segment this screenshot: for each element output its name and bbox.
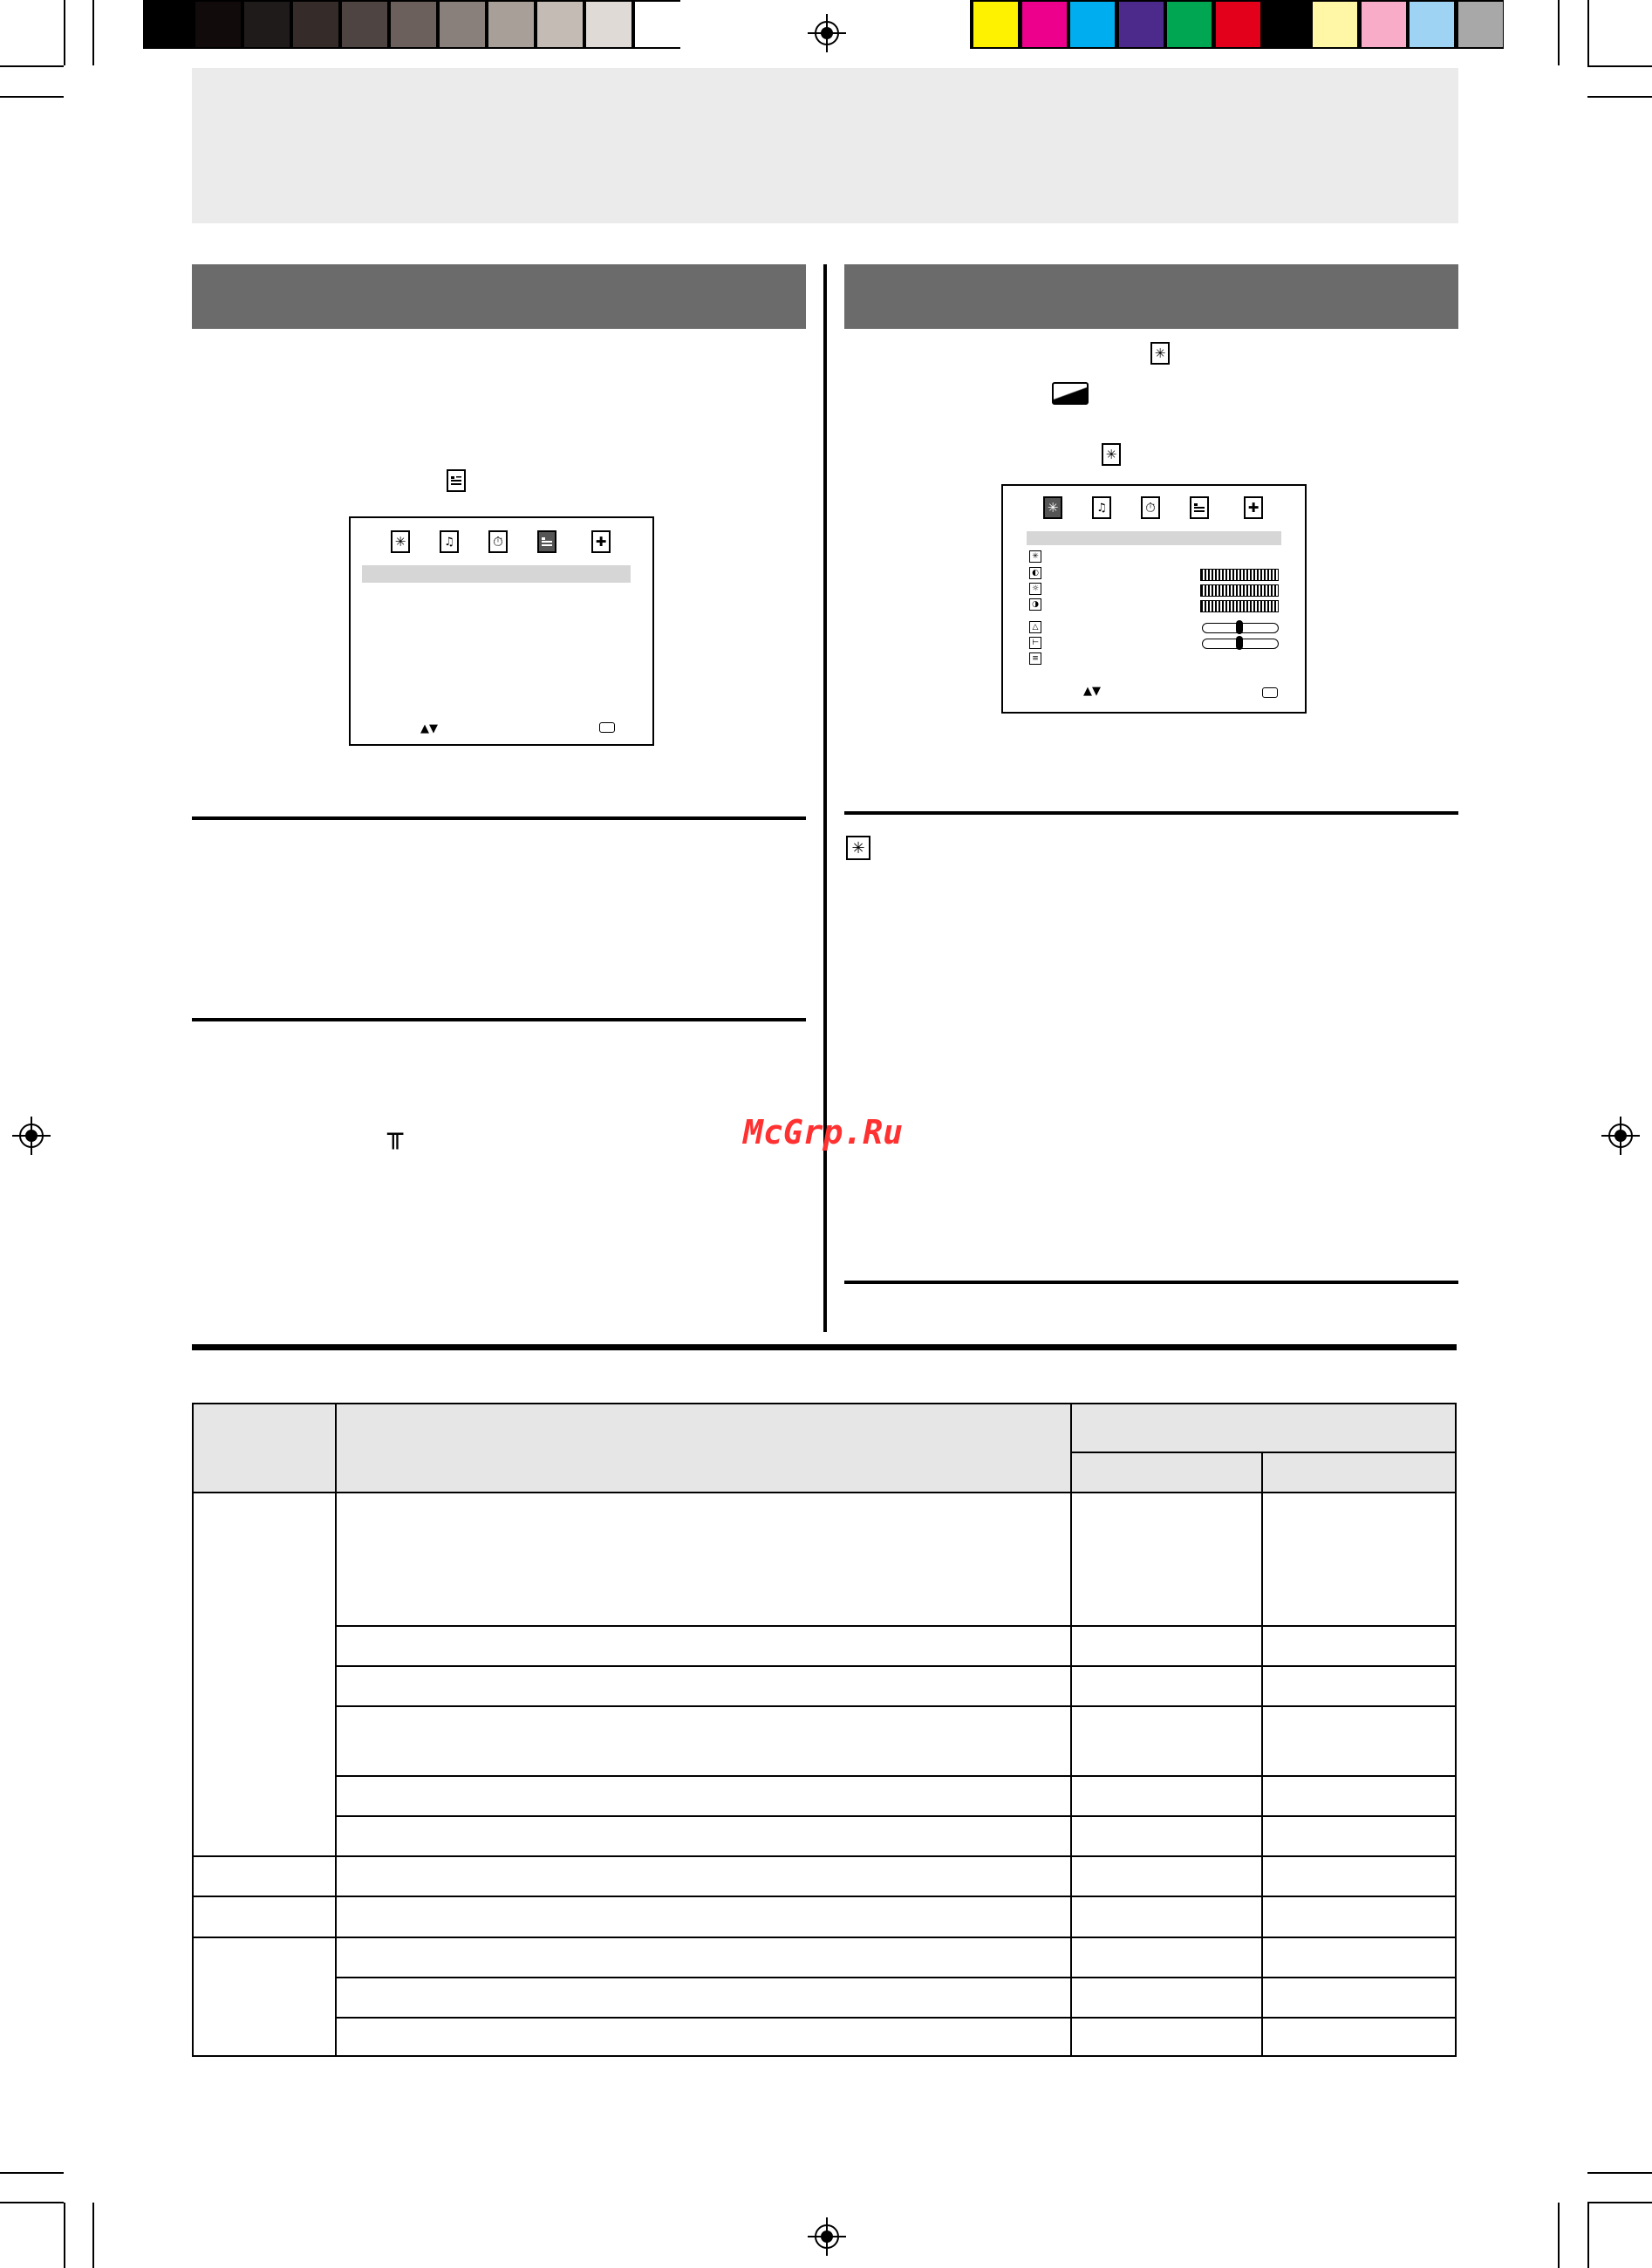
table-group-cell — [193, 1856, 336, 1896]
table-cell — [1262, 1978, 1456, 2018]
table-header-cell — [336, 1404, 1071, 1493]
mode-icon-inline: ✳ — [846, 836, 870, 860]
table-cell — [1071, 1816, 1263, 1856]
contrast-level-bar — [1200, 569, 1279, 581]
color-swatch — [1313, 2, 1357, 47]
setup-icon-inline — [447, 469, 466, 492]
table-cell — [336, 1896, 1071, 1937]
sharpness-icon: △ — [1029, 621, 1041, 633]
left-section-heading-bar — [192, 264, 806, 329]
gray-swatch — [293, 2, 338, 47]
gray-swatch — [488, 2, 534, 47]
table-cell — [336, 1706, 1071, 1776]
exit-button-icon — [1262, 687, 1278, 698]
left-section-rule — [192, 1018, 806, 1021]
color-swatch — [1022, 2, 1067, 47]
registration-mark — [1601, 1117, 1640, 1155]
color-swatch — [1216, 2, 1260, 47]
crop-mark — [1587, 2172, 1652, 2174]
menu-highlight-row[interactable] — [1027, 531, 1281, 545]
sharpness-slider — [1202, 623, 1279, 633]
registration-mark — [12, 1117, 51, 1155]
gray-swatch — [195, 2, 241, 47]
sound-icon[interactable]: ♫ — [440, 530, 459, 553]
page-header-band — [192, 68, 1458, 223]
table-subheader-cell — [1071, 1452, 1263, 1493]
table-cell — [1262, 1856, 1456, 1896]
contrast-button-icon — [1052, 382, 1089, 405]
table-top-rule — [192, 1344, 1457, 1350]
table-header-cell — [193, 1404, 336, 1493]
picture-menu-screen — [1001, 484, 1307, 714]
table-cell — [1262, 2018, 1456, 2056]
contrast-icon: ◐ — [1029, 567, 1041, 579]
watermark: McGrp.Ru — [743, 1113, 904, 1151]
table-cell — [1262, 1776, 1456, 1816]
color-swatch — [1119, 2, 1164, 47]
timer-icon[interactable]: ⏱ — [1141, 496, 1160, 519]
color-icon: ◑ — [1029, 598, 1041, 611]
table-cell — [1262, 1493, 1456, 1625]
up-down-arrows: ▲▼ — [1083, 685, 1101, 698]
feature-icon[interactable]: ✚ — [591, 530, 611, 553]
reset-icon: ≡ — [1029, 652, 1041, 665]
table-cell — [336, 1626, 1071, 1666]
table-cell — [1262, 1626, 1456, 1666]
crop-mark — [92, 2203, 94, 2268]
gray-swatch — [147, 2, 192, 47]
table-cell — [1071, 1978, 1263, 2018]
color-level-bar — [1200, 600, 1279, 612]
tint-slider — [1202, 639, 1279, 649]
table-cell — [336, 2018, 1071, 2056]
setup-menu-screen — [349, 516, 654, 746]
registration-mark — [808, 14, 846, 52]
right-section-rule — [844, 811, 1458, 815]
table-cell — [1071, 1666, 1263, 1706]
table-cell — [1071, 1493, 1263, 1625]
crop-mark — [0, 2172, 64, 2174]
crop-mark — [0, 65, 64, 67]
table-group-cell — [193, 1937, 336, 2056]
crop-mark — [92, 0, 94, 65]
table-cell — [1071, 1776, 1263, 1816]
table-cell — [1262, 1666, 1456, 1706]
table-cell — [1262, 1896, 1456, 1937]
color-swatch — [973, 2, 1018, 47]
crop-mark — [0, 96, 64, 98]
gray-swatch — [440, 2, 485, 47]
gray-swatch — [635, 2, 680, 47]
brightness-level-bar — [1200, 584, 1279, 597]
table-cell — [336, 1978, 1071, 2018]
table-cell — [1262, 1937, 1456, 1978]
exit-button-icon — [599, 722, 615, 733]
registration-mark — [808, 2217, 846, 2256]
table-cell — [1071, 1896, 1263, 1937]
column-divider — [823, 264, 827, 1332]
table-subheader-cell — [1262, 1452, 1456, 1493]
crop-mark — [1558, 2203, 1560, 2268]
table-cell — [1071, 1937, 1263, 1978]
gray-swatch — [391, 2, 436, 47]
right-section-rule — [844, 1281, 1458, 1284]
color-swatch — [1458, 2, 1503, 47]
crop-mark — [1587, 2202, 1652, 2203]
right-section-heading-bar — [844, 264, 1458, 329]
table-cell — [336, 1666, 1071, 1706]
up-down-arrows: ▲▼ — [420, 722, 438, 735]
picture-icon[interactable]: ✳ — [391, 530, 410, 553]
crop-mark — [1587, 96, 1652, 98]
table-header-cell — [1071, 1404, 1456, 1452]
table-group-cell — [193, 1493, 336, 1856]
mode-icon: ✳ — [1029, 550, 1041, 563]
table-cell — [336, 1493, 1071, 1625]
feature-icon[interactable]: ✚ — [1244, 496, 1263, 519]
table-group-cell — [193, 1896, 336, 1937]
gray-swatch — [586, 2, 631, 47]
crop-mark — [1587, 0, 1589, 65]
antenna-icon: ╥ — [387, 1119, 404, 1150]
picture-icon-inline: ✳ — [1150, 342, 1170, 365]
table-cell — [336, 1937, 1071, 1978]
table-cell — [1071, 2018, 1263, 2056]
left-section-rule — [192, 816, 806, 820]
timer-icon[interactable]: ⏱ — [488, 530, 508, 553]
setup-icon[interactable] — [537, 530, 556, 553]
table-cell — [1262, 1706, 1456, 1776]
menu-highlight-row[interactable] — [362, 565, 631, 583]
crop-mark — [1587, 65, 1652, 67]
color-swatch — [1265, 2, 1309, 47]
table-cell — [336, 1776, 1071, 1816]
color-swatch — [1410, 2, 1454, 47]
sound-icon[interactable]: ♫ — [1092, 496, 1111, 519]
color-swatch — [1167, 2, 1212, 47]
crop-mark — [0, 2202, 64, 2203]
tint-icon: ⊢ — [1029, 637, 1041, 649]
color-swatch — [1362, 2, 1406, 47]
table-cell — [1071, 1856, 1263, 1896]
crop-mark — [1558, 0, 1560, 65]
table-cell — [1071, 1626, 1263, 1666]
gray-swatch — [244, 2, 290, 47]
crop-mark — [64, 0, 65, 65]
crop-mark — [1587, 2203, 1589, 2268]
settings-table — [192, 1403, 1457, 2057]
table-cell — [1071, 1706, 1263, 1776]
setup-icon[interactable] — [1190, 496, 1209, 519]
crop-mark — [64, 2203, 65, 2268]
table-cell — [336, 1856, 1071, 1896]
gray-swatch — [537, 2, 583, 47]
picture-icon[interactable]: ✳ — [1043, 496, 1062, 519]
brightness-icon: ☼ — [1029, 583, 1041, 595]
picture-icon-inline: ✳ — [1102, 443, 1121, 466]
color-swatch — [1070, 2, 1115, 47]
table-cell — [336, 1816, 1071, 1856]
table-cell — [1262, 1816, 1456, 1856]
gray-swatch — [342, 2, 387, 47]
